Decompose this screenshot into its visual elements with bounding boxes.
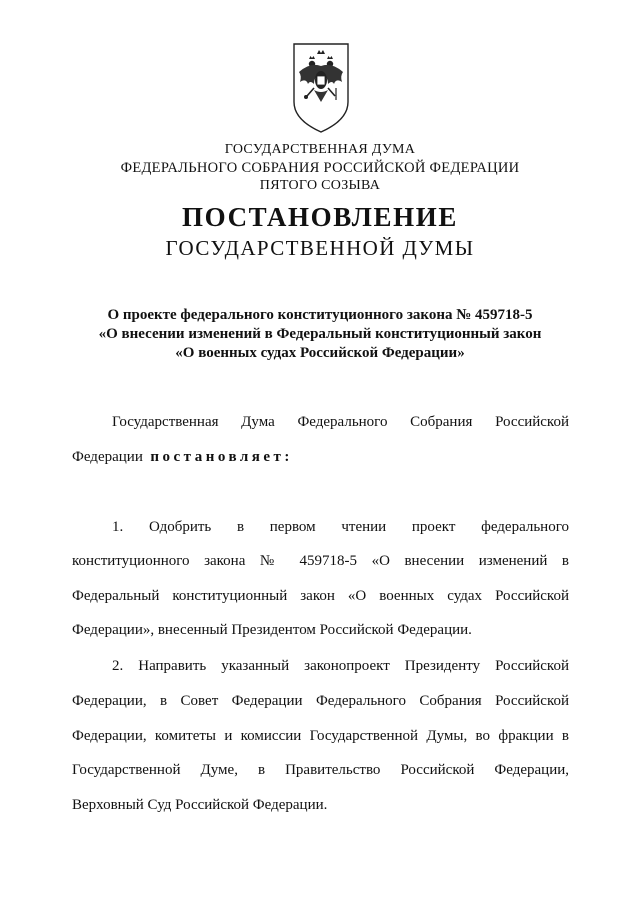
preamble-subject: Федерации (72, 449, 143, 465)
org-name-line-2: ФЕДЕРАЛЬНОГО СОБРАНИЯ РОССИЙСКОЙ ФЕДЕРАЦИИ (120, 160, 520, 176)
subject-line-1: О проекте федерального конституционного закона № 459718-5 (107, 307, 533, 323)
document-issuer-subtitle: ГОСУДАРСТВЕННОЙ ДУМЫ (165, 236, 475, 260)
item-2-line-4: Государственной Думе, в Правительство Российской Федерации, (72, 762, 569, 778)
item-2-line-2: Федерации, в Совет Федерации Федерального Собрания Российской (72, 693, 569, 709)
subject-line-2: «О внесении изменений в Федеральный конституционный закон (98, 326, 542, 342)
item-1-line-4: Федерации», внесенный Президентом Российской Федерации. (72, 622, 472, 638)
double-headed-eagle-icon (290, 40, 352, 135)
org-name-line-1: ГОСУДАРСТВЕННАЯ ДУМА (224, 142, 416, 157)
item-1-line-2: конституционного закона № 459718-5 «О внесении изменений в (72, 553, 569, 569)
coat-of-arms-emblem (290, 40, 352, 135)
item-2-line-1: 2. Направить указанный законопроект Президенту Российской (112, 658, 569, 674)
preamble-line-2 (72, 447, 569, 467)
item-1-line-3: Федеральный конституционный закон «О военных судах Российской (72, 588, 569, 604)
document-type-title: ПОСТАНОВЛЕНИЕ (182, 202, 458, 232)
preamble-line-1: Государственная Дума Федерального Собрания Российской (112, 414, 569, 430)
preamble-verb: постановляет: (150, 449, 293, 465)
subject-line-3: «О военных судах Российской Федерации» (175, 345, 465, 361)
item-1-line-1: 1. Одобрить в первом чтении проект федерального (112, 519, 569, 535)
item-2-line-3: Федерации, комитеты и комиссии Государственной Думы, во фракции в (72, 728, 569, 744)
item-2-line-5: Верховный Суд Российской Федерации. (72, 797, 328, 813)
convocation-line: ПЯТОГО СОЗЫВА (259, 178, 381, 193)
